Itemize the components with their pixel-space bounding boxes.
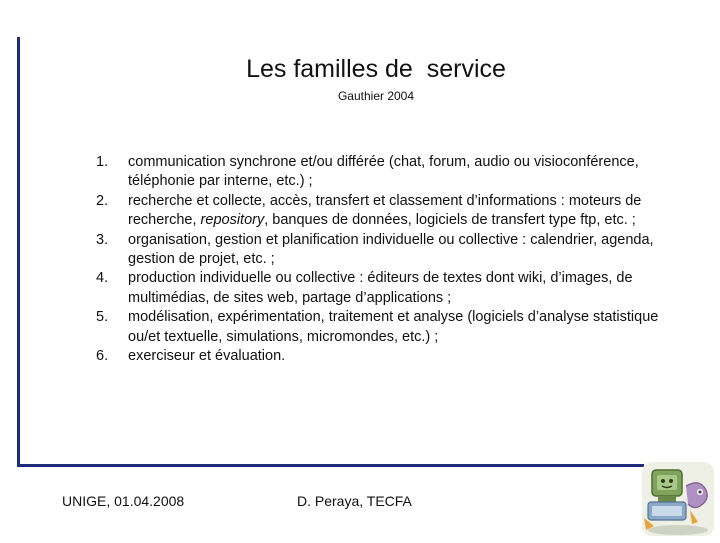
list-item — [96, 347, 684, 366]
slide-title: Les familles de service — [246, 55, 506, 83]
item-text — [128, 192, 684, 231]
item-text-part: recherche et collecte, accès, transfert et classement d’informations : moteurs de recherche, — [128, 192, 642, 229]
item-number: 2. — [96, 192, 109, 209]
item-number: 3. — [96, 231, 109, 248]
item-text: exerciseur et évaluation. — [128, 348, 286, 365]
list-item — [96, 269, 684, 308]
computer-mascot-icon — [638, 460, 718, 538]
list-item — [96, 308, 684, 347]
item-number: 4. — [96, 270, 109, 287]
item-text: production individuelle ou collective : éditeurs de textes dont wiki, d’images, de multimédias, de sites web, partage d’applications ; — [128, 270, 633, 306]
item-number: 5. — [96, 309, 109, 326]
bottom-border-rule — [17, 464, 644, 467]
footer-date: UNIGE, 01.04.2008 — [62, 493, 185, 509]
list-item — [96, 231, 684, 270]
item-text: modélisation, expérimentation, traitement et analyse (logiciels d’analyse statistique ou/et textuelle, simulations, micromondes, etc.) ; — [128, 309, 659, 345]
footer-author: D. Peraya, TECFA — [297, 493, 412, 509]
slide-subtitle: Gauthier 2004 — [337, 89, 415, 103]
item-text-emphasis: repository — [200, 212, 265, 229]
service-family-list — [96, 153, 684, 366]
item-text: organisation, gestion et planification individuelle ou collective : calendrier, agenda, gestion de projet, etc. ; — [128, 231, 654, 268]
item-text: communication synchrone et/ou différée (chat, forum, audio ou visioconférence, téléphonie par interne, etc.) ; — [128, 154, 639, 190]
item-number: 1. — [96, 154, 109, 170]
list-item — [96, 192, 684, 231]
item-text-part: , banques de données, logiciels de transfert type ftp, etc. ; — [264, 212, 636, 229]
list-item — [96, 153, 684, 192]
item-number: 6. — [96, 348, 109, 365]
